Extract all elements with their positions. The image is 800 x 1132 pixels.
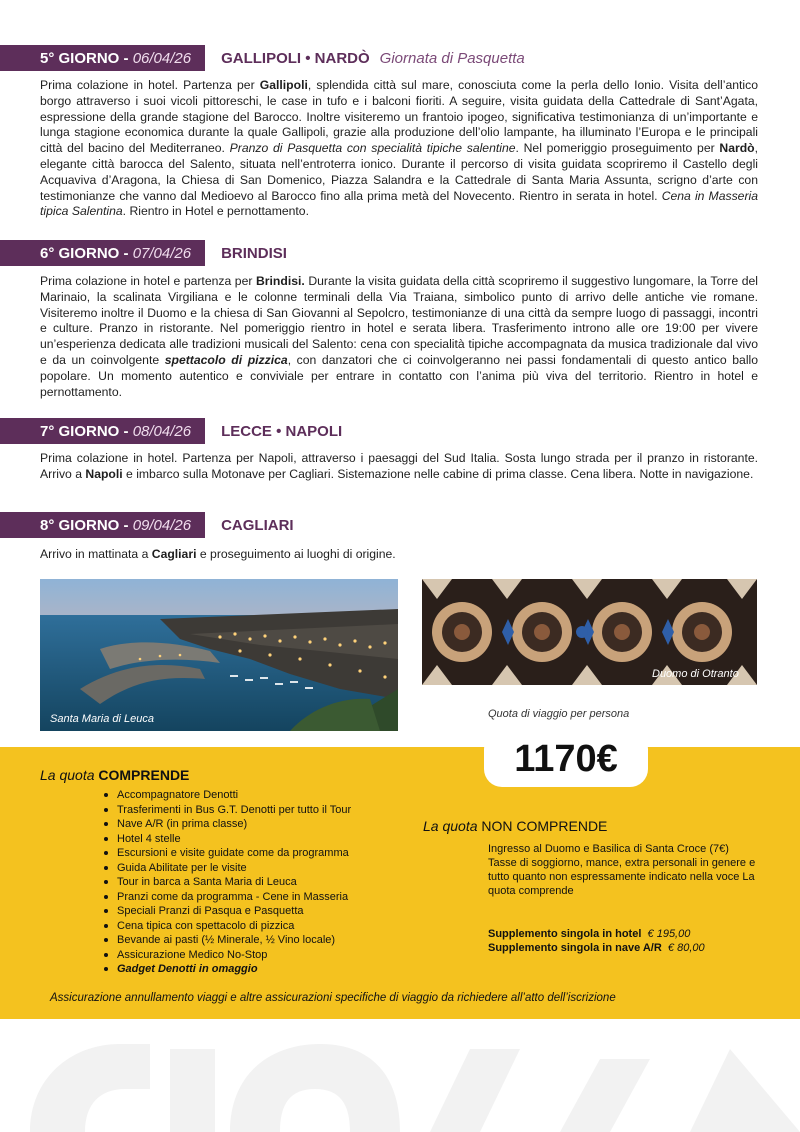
day-6-description	[40, 274, 758, 400]
includes-item	[104, 962, 351, 977]
day-header-6	[0, 240, 287, 266]
text-segment: Prima colazione in hotel. Partenza per	[40, 78, 260, 92]
brand-watermark	[0, 1019, 800, 1132]
excludes-heading-prefix: La quota	[423, 818, 478, 834]
insurance-note: Assicurazione annullamento viaggi e altre assicurazioni specifiche di viaggio da richiedere all’atto dell’iscrizione	[50, 992, 616, 1004]
includes-heading	[40, 767, 189, 783]
day-subtitle: Giornata di Pasquetta	[379, 49, 525, 67]
day-tab: 7° GIORNO - 08/04/26	[0, 418, 205, 444]
includes-item-label: Bevande ai pasti (½ Minerale, ½ Vino locale)	[117, 934, 336, 946]
includes-item	[104, 904, 351, 919]
text-segment: e imbarco sulla Motonave per Cagliari. Sistemazione nelle cabine di prima classe. Cena libera. Notte in navigazione.	[122, 466, 754, 481]
text-segment: Arrivo in mattinata a	[40, 547, 152, 561]
day-5-description	[40, 78, 758, 220]
includes-item	[104, 875, 351, 890]
text-segment: Napoli	[85, 466, 123, 481]
text-segment: , splendida città sul mare, conosciuta come la perla dello Ionio. Visita dell’antico borgo attraverso i suoi vicoli pittoreschi, le case in tufo e i balconi fioriti. A seguire, visita guidata della Cattedrale di Sant’Agata, espressione della grande stagione del Barocco. Inoltre visiteremo un frantoio ipogeo, significativa testimonianza di un’importante e lunga stagione economica durante la quale Gallipoli, grazie alla produzione dell’olio lampante, ha illuminato l’Europa e le principali città del bacino del Mediterraneo.	[40, 78, 758, 156]
bullet-icon	[104, 924, 108, 928]
text-segment: e proseguimento ai luoghi di origine.	[196, 547, 396, 561]
includes-item-label: Escursioni e visite guidate come da programma	[117, 847, 349, 859]
includes-heading-main: COMPRENDE	[98, 767, 190, 783]
text-segment: Gallipoli	[259, 78, 308, 92]
includes-item	[104, 861, 351, 876]
includes-item	[104, 948, 351, 963]
text-segment: . Rientro in Hotel e pernottamento.	[122, 204, 309, 219]
includes-item	[104, 788, 351, 803]
includes-item-label: Guida Abilitate per le visite	[117, 861, 247, 874]
day-8-description	[40, 547, 758, 563]
includes-heading-prefix: La quota	[40, 767, 95, 783]
text-segment: Brindisi.	[256, 274, 305, 288]
supplement-label: Supplemento singola in hotel	[488, 928, 642, 940]
leuca-caption: Santa Maria di Leuca	[50, 713, 154, 725]
day-date: 06/04/26	[132, 49, 192, 67]
text-segment: Nardò	[719, 141, 755, 156]
excludes-heading-main: NON COMPRENDE	[481, 818, 608, 834]
includes-item	[104, 846, 351, 861]
excludes-text	[488, 842, 758, 898]
text-segment: Prima colazione in hotel e partenza per	[40, 274, 256, 288]
day-date: 09/04/26	[132, 516, 192, 534]
bullet-icon	[104, 851, 108, 855]
includes-item	[104, 817, 351, 832]
day-header-7	[0, 418, 342, 444]
includes-item-label: Pranzi come da programma - Cene in Masseria	[117, 890, 349, 903]
includes-item-label: Accompagnatore Denotti	[117, 789, 239, 801]
text-segment: . Nel pomeriggio proseguimento per	[515, 141, 720, 156]
text-segment: Cena in Masseria tipica Salentina	[40, 188, 759, 219]
day-title: CAGLIARI	[221, 516, 294, 534]
price-label: Quota di viaggio per persona	[488, 708, 630, 720]
includes-item-label: Gadget Denotti in omaggio	[117, 963, 258, 975]
supplement-ship	[488, 942, 705, 954]
supplement-value: € 80,00	[667, 942, 705, 954]
includes-item	[104, 933, 351, 948]
includes-item	[104, 890, 351, 905]
bullet-icon	[104, 967, 108, 971]
bullet-icon	[104, 953, 108, 957]
otranto-caption: Duomo di Otranto	[652, 668, 739, 680]
excludes-line-2: Tasse di soggiorno, mance, extra personali in genere e tutto quanto non espressamente indicato nella voce La quota comprende	[488, 857, 756, 897]
day-label: 8° GIORNO	[40, 516, 120, 534]
text-segment: , elegante città barocca del Salento, situata nell’entroterra ionico. Durante il percorso di visita guidata scopriremo il Castello degli Acquaviva d’Aragona, la Chiesa di San Domenico, Piazza Salandra e la Cattedrale di Santa Maria Assunta, scrigno d’arte con testimonianze che vanno dal Medioevo al Barocco fino alla prima metà del Novecento. Rientro in serata in hotel.	[40, 141, 758, 203]
day-title: LECCE • NAPOLI	[221, 422, 343, 440]
text-segment: Cagliari	[151, 547, 197, 561]
day-label: 5° GIORNO	[40, 49, 120, 67]
day-date: 07/04/26	[132, 244, 192, 262]
text-segment: Pranzo di Pasquetta con specialità tipiche salentine	[229, 141, 516, 156]
bullet-icon	[104, 808, 108, 812]
text-segment: Prima colazione in hotel. Partenza per Napoli, attraverso i paesaggi del Sud Italia. Sosta lungo strada per il pranzo in ristorante. Arrivo a	[40, 451, 758, 481]
includes-item	[104, 832, 351, 847]
includes-item-label: Tour in barca a Santa Maria di Leuca	[117, 876, 297, 888]
day-7-description	[40, 451, 758, 483]
text-segment: Durante la visita guidata della città scopriremo il suggestivo lungomare, la Torre del Marinaio, la scalinata Virgiliana e le colonne terminali della Via Traiana, simbolico punto di arrivo delle antiche vie romane. Visiteremo inoltre il Duomo e la chiesa di San Giovanni al Sepolcro, testimonianze di una città da sempre luogo di passaggi, incontri e culture. Pranzo in ristorante. Nel pomeriggio rientro in hotel e serata libera. Trasferimento introno alle ore 19:00 per vivere un’esperienza dedicata alle tradizioni musicali del Salento: cena con specialità tipiche accompagnata da musica tradizionale dal vivo e da un coinvolgente	[40, 274, 758, 367]
watermark-shapes	[0, 1019, 800, 1132]
leuca-photo	[40, 579, 398, 731]
day-header-8	[0, 512, 294, 538]
day-tab: 8° GIORNO - 09/04/26	[0, 512, 205, 538]
bullet-icon	[104, 793, 108, 797]
day-label: 6° GIORNO	[40, 244, 120, 262]
bullet-icon	[104, 909, 108, 913]
bullet-icon	[104, 880, 108, 884]
includes-item-label: Cena tipica con spettacolo di pizzica	[117, 919, 295, 932]
harbor-illustration	[40, 579, 398, 731]
supplement-value: € 195,00	[647, 928, 691, 940]
includes-item	[104, 919, 351, 934]
bullet-icon	[104, 822, 108, 826]
supplement-label: Supplemento singola in nave A/R	[488, 942, 662, 954]
bullet-icon	[104, 837, 108, 841]
text-segment: spettacolo di pizzica	[164, 352, 288, 367]
text-segment: , con danzatori che ci coinvolgeranno nei passi fondamentali di questo antico ballo popolare. Un momento autentico e conviviale per entrare in contatto con l’anima più viva del territorio. Rientro in hotel e pernottamento.	[40, 352, 759, 399]
day-title: BRINDISI	[221, 244, 287, 262]
day-title: GALLIPOLI • NARDÒ	[221, 49, 370, 67]
bullet-icon	[104, 895, 108, 899]
supplement-hotel	[488, 928, 690, 940]
includes-item	[104, 803, 351, 818]
bullet-icon	[104, 938, 108, 942]
bullet-icon	[104, 866, 108, 870]
excludes-line-1: Ingresso al Duomo e Basilica di Santa Croce (7€)	[488, 843, 729, 855]
excludes-heading	[423, 818, 607, 834]
day-date: 08/04/26	[132, 422, 192, 440]
day-tab: 5° GIORNO - 06/04/26	[0, 45, 205, 71]
price-badge: 1170€	[484, 731, 648, 787]
day-tab: 6° GIORNO - 07/04/26	[0, 240, 205, 266]
includes-item-label: Trasferimenti in Bus G.T. Denotti per tutto il Tour	[117, 803, 352, 816]
day-label: 7° GIORNO	[40, 422, 120, 440]
includes-item-label: Nave A/R (in prima classe)	[117, 818, 248, 830]
includes-item-label: Hotel 4 stelle	[117, 832, 181, 845]
day-header-5	[0, 45, 525, 71]
includes-item-label: Assicurazione Medico No-Stop	[117, 948, 268, 961]
includes-item-label: Speciali Pranzi di Pasqua e Pasquetta	[117, 905, 304, 917]
includes-list	[104, 788, 351, 977]
